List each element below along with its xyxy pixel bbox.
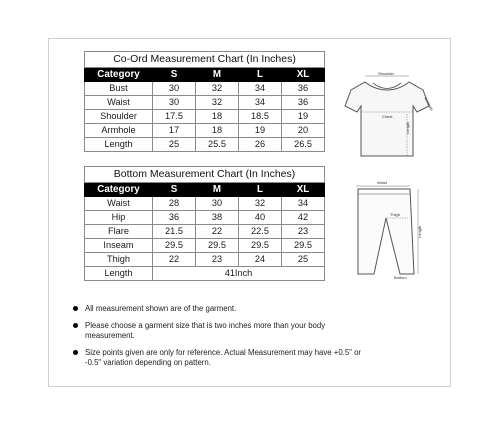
table-cell: 18.5 <box>239 110 282 124</box>
table-cell: 20 <box>282 124 325 138</box>
table-cell: 18 <box>196 124 239 138</box>
table-cell: 42 <box>282 211 325 225</box>
pants-outline <box>358 189 414 274</box>
table-cell: 26 <box>239 138 282 152</box>
list-item <box>70 304 370 314</box>
table-cell: 24 <box>239 253 282 267</box>
top-outline <box>345 82 429 156</box>
note-text: Size points given are only for reference. Actual Measurement may have +0.5" or -0.5" variation depending on pattern. <box>85 348 362 367</box>
table-cell: 36 <box>282 96 325 110</box>
table-cell: 26.5 <box>282 138 325 152</box>
table-row <box>85 138 325 152</box>
header-category: Category <box>85 183 153 197</box>
row-label: Bust <box>85 82 153 96</box>
length-label: Length <box>417 225 422 238</box>
length-label: Length <box>405 121 410 134</box>
table-cell: 25 <box>282 253 325 267</box>
row-label: Flare <box>85 225 153 239</box>
table-cell: 34 <box>239 82 282 96</box>
table-row <box>85 253 325 267</box>
bullet-icon <box>73 323 78 328</box>
row-label: Thigh <box>85 253 153 267</box>
table-cell: 17 <box>153 124 196 138</box>
table-row <box>85 124 325 138</box>
table-cell: 22.5 <box>239 225 282 239</box>
table-cell: 25 <box>153 138 196 152</box>
table-row <box>85 197 325 211</box>
table-cell: 21.5 <box>153 225 196 239</box>
table-cell: 19 <box>239 124 282 138</box>
row-label: Armhole <box>85 124 153 138</box>
table-row <box>85 82 325 96</box>
table-cell: 34 <box>282 197 325 211</box>
table-cell: 32 <box>196 96 239 110</box>
table-cell: 36 <box>153 211 196 225</box>
table-cell: 30 <box>196 197 239 211</box>
table-cell: 28 <box>153 197 196 211</box>
table-cell: 30 <box>153 96 196 110</box>
table-cell: 29.5 <box>282 239 325 253</box>
table-cell: 38 <box>196 211 239 225</box>
table-row <box>85 110 325 124</box>
table-cell: 25.5 <box>196 138 239 152</box>
coord-header-row <box>85 68 325 82</box>
header-size-m: M <box>196 68 239 82</box>
table-cell: 19 <box>282 110 325 124</box>
row-label: Inseam <box>85 239 153 253</box>
table-cell: 22 <box>196 225 239 239</box>
note-text: Please choose a garment size that is two inches more than your body measurement. <box>85 321 326 340</box>
header-size-xl: XL <box>282 68 325 82</box>
row-label: Waist <box>85 96 153 110</box>
neckline <box>373 83 401 89</box>
table-cell: 36 <box>282 82 325 96</box>
table-row <box>85 225 325 239</box>
table-row <box>85 239 325 253</box>
armhole-label: Armhole <box>423 96 435 112</box>
table-cell: 29.5 <box>196 239 239 253</box>
table-cell: 32 <box>196 82 239 96</box>
header-size-m: M <box>196 183 239 197</box>
row-label: Waist <box>85 197 153 211</box>
bottom-chart-title: Bottom Measurement Chart (In Inches) <box>85 167 325 183</box>
table-row <box>85 96 325 110</box>
chest-label: Chest <box>382 114 393 119</box>
header-size-s: S <box>153 68 196 82</box>
bottom-label: Bottom <box>394 275 407 280</box>
table-row-length <box>85 267 325 281</box>
table-cell: 32 <box>239 197 282 211</box>
table-cell: 22 <box>153 253 196 267</box>
table-row <box>85 211 325 225</box>
table-cell: 29.5 <box>239 239 282 253</box>
list-item <box>70 321 370 341</box>
bottom-garment-diagram <box>350 180 430 280</box>
note-text: All measurement shown are of the garment. <box>85 304 237 313</box>
list-item <box>70 348 370 368</box>
notes-list <box>70 304 370 375</box>
table-cell: 40 <box>239 211 282 225</box>
row-label: Length <box>85 267 153 281</box>
row-label: Hip <box>85 211 153 225</box>
table-cell: 23 <box>282 225 325 239</box>
row-label: Length <box>85 138 153 152</box>
header-size-s: S <box>153 183 196 197</box>
length-value: 41Inch <box>153 267 325 281</box>
waist-label: Waist <box>377 180 387 185</box>
header-size-l: L <box>239 183 282 197</box>
table-cell: 30 <box>153 82 196 96</box>
bottom-measurement-table <box>84 166 325 281</box>
bottom-header-row <box>85 183 325 197</box>
table-cell: 17.5 <box>153 110 196 124</box>
header-category: Category <box>85 68 153 82</box>
table-cell: 34 <box>239 96 282 110</box>
table-cell: 29.5 <box>153 239 196 253</box>
bullet-icon <box>73 350 78 355</box>
thigh-label: Thigh <box>390 212 401 217</box>
coord-chart-title: Co-Ord Measurement Chart (In Inches) <box>85 52 325 68</box>
header-size-l: L <box>239 68 282 82</box>
coord-measurement-table <box>84 51 325 152</box>
table-cell: 23 <box>196 253 239 267</box>
bullet-icon <box>73 306 78 311</box>
top-garment-diagram <box>343 70 433 165</box>
table-cell: 18 <box>196 110 239 124</box>
header-size-xl: XL <box>282 183 325 197</box>
row-label: Shoulder <box>85 110 153 124</box>
shoulder-label: Shoulder <box>378 71 395 76</box>
